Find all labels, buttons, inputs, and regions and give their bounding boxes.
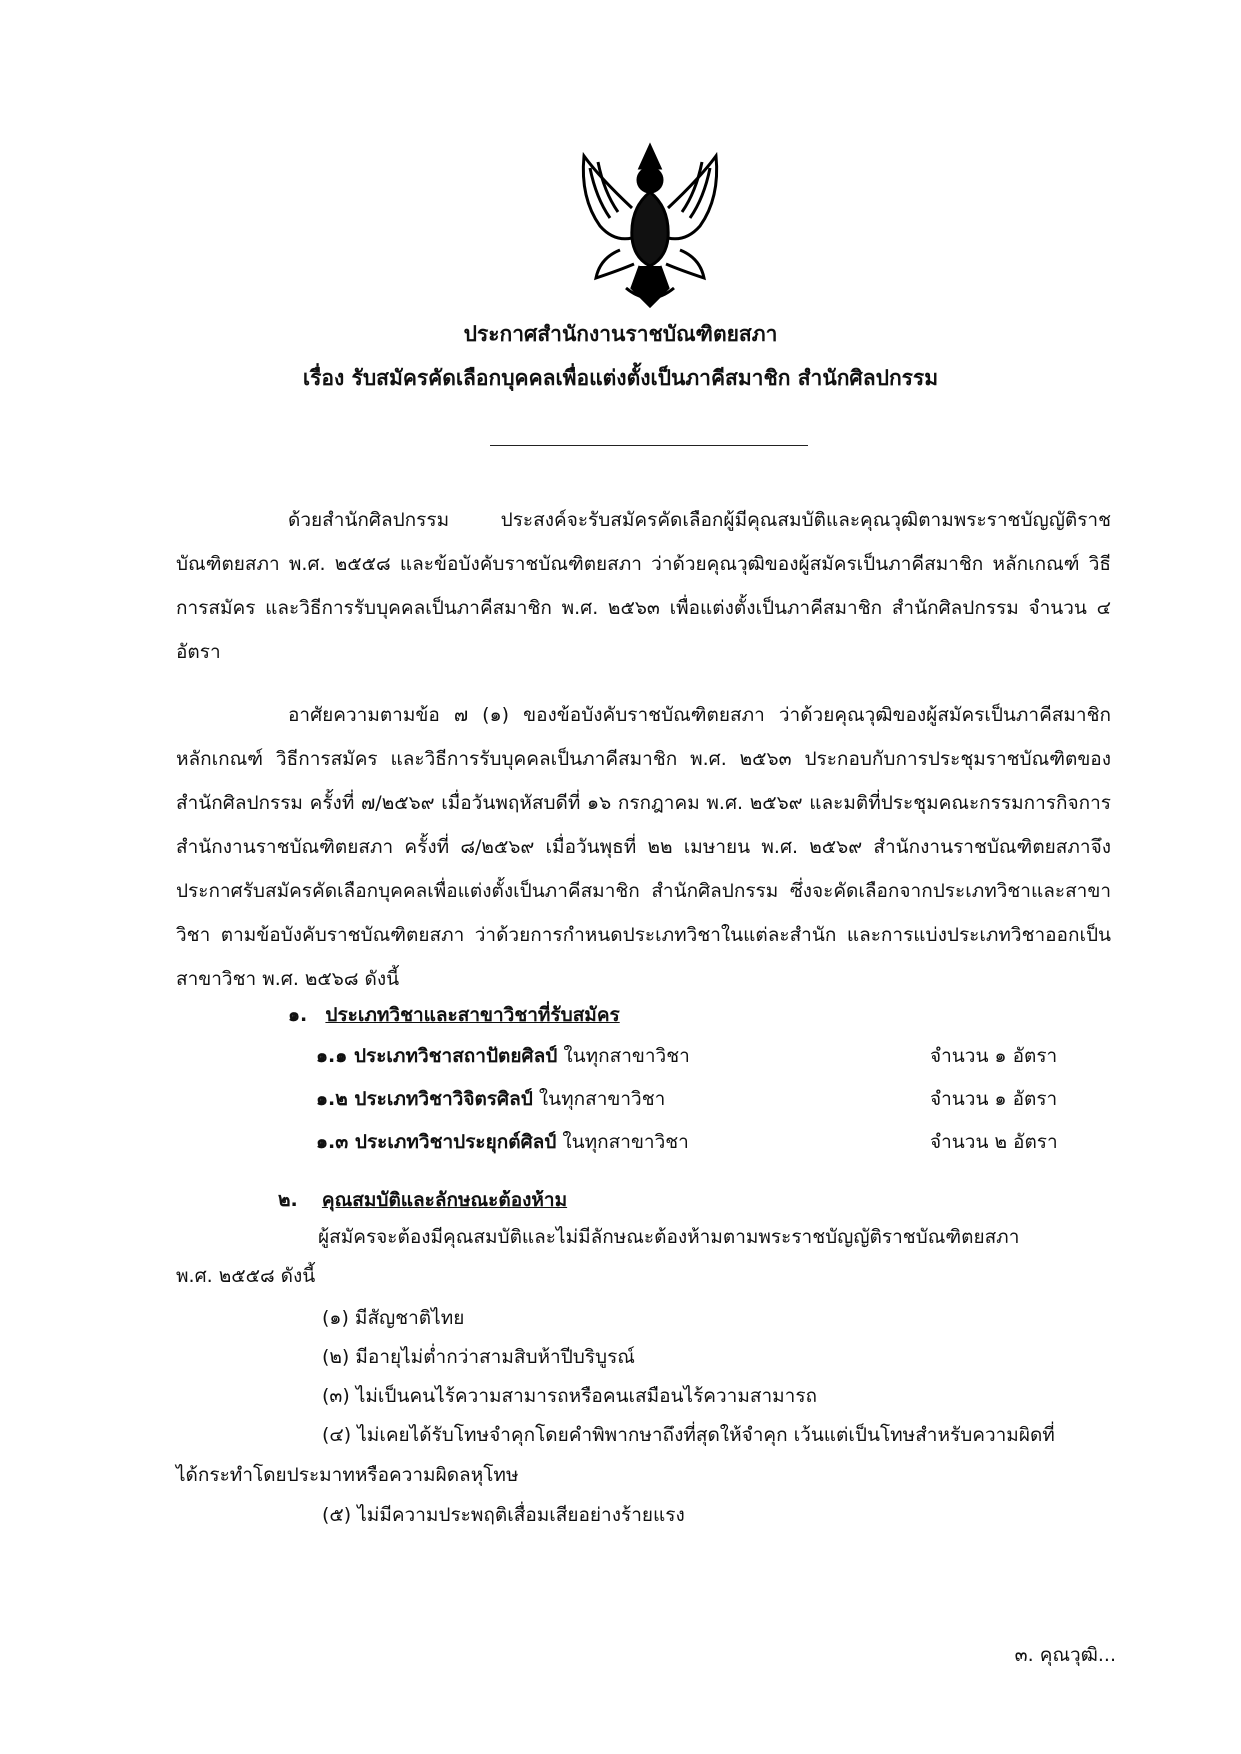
section2-number: ๒.	[278, 1189, 298, 1211]
qualification-item-cont: ได้กระทำโดยประมาทหรือความผิดลหุโทษ	[176, 1464, 519, 1486]
qualification-item: (๕) ไม่มีความประพฤติเสื่อมเสียอย่างร้ายแรง	[322, 1504, 685, 1526]
section1-number: ๑.	[288, 1004, 308, 1026]
garuda-emblem	[570, 138, 730, 310]
announcement-subject: เรื่อง รับสมัครคัดเลือกบุคคลเพื่อแต่งตั้งเป็นภาคีสมาชิก สำนักศิลปกรรม	[302, 366, 939, 390]
qualification-item: (๔) ไม่เคยได้รับโทษจำคุกโดยคำพิพากษาถึงที่สุดให้จำคุก เว้นแต่เป็นโทษสำหรับความผิดที่	[322, 1424, 1055, 1446]
announcement-title: ประกาศสำนักงานราชบัณฑิตยสภา	[463, 322, 778, 346]
section1-title: ประเภทวิชาและสาขาวิชาที่รับสมัคร	[325, 1004, 620, 1026]
page-continuation: ๓. คุณวุฒิ...	[1014, 1644, 1116, 1666]
section1-item-count: จำนวน ๒ อัตรา	[930, 1131, 1058, 1153]
qualification-item: (๑) มีสัญชาติไทย	[322, 1307, 465, 1329]
section2-title: คุณสมบัติและลักษณะต้องห้าม	[321, 1189, 568, 1211]
paragraph-authority: อาศัยความตามข้อ ๗ (๑) ของข้อบังคับราชบัณฑิตยสภา ว่าด้วยคุณวุฒิของผู้สมัครเป็นภาคีสมาชิก หลักเกณฑ์ วิธีการสมัคร และวิธีการรับบุคคลเป็นภาคีสมาชิก พ.ศ. ๒๕๖๓ ประกอบกับการประชุมราชบัณฑิตของสำนักศิลปกรรม ครั้งที่ ๗/๒๕๖๙ เมื่อวันพฤหัสบดีที่ ๑๖ กรกฎาคม พ.ศ. ๒๕๖๙ และมติที่ประชุมคณะกรรมการกิจการสำนักงานราชบัณฑิตยสภา ครั้งที่ ๘/๒๕๖๙ เมื่อวันพุธที่ ๒๒ เมษายน พ.ศ. ๒๕๖๙ สำนักงานราชบัณฑิตยสภาจึงประกาศรับสมัครคัดเลือกบุคคลเพื่อแต่งตั้งเป็นภาคีสมาชิก สำนักศิลปกรรม ซึ่งจะคัดเลือกจากประเภทวิชาและสาขาวิชา ตามข้อบังคับราชบัณฑิตยสภา ว่าด้วยการกำหนดประเภทวิชาในแต่ละสำนัก และการแบ่งประเภทวิชาออกเป็นสาขาวิชา พ.ศ. ๒๕๖๘ ดังนี้	[176, 704, 1111, 990]
paragraph-intro: ด้วยสำนักศิลปกรรม ประสงค์จะรับสมัครคัดเลือกผู้มีคุณสมบัติและคุณวุฒิตามพระราชบัญญัติราชบัณฑิตยสภา พ.ศ. ๒๕๕๘ และข้อบังคับราชบัณฑิตยสภา ว่าด้วยคุณวุฒิของผู้สมัครเป็นภาคีสมาชิก หลักเกณฑ์ วิธีการสมัคร และวิธีการรับบุคคลเป็นภาคีสมาชิก พ.ศ. ๒๕๖๓ เพื่อแต่งตั้งเป็นภาคีสมาชิก สำนักศิลปกรรม จำนวน ๔ อัตรา	[176, 509, 1111, 663]
section1-heading	[288, 1000, 620, 1030]
section2-intro: ผู้สมัครจะต้องมีคุณสมบัติและไม่มีลักษณะต้องห้ามตามพระราชบัญญัติราชบัณฑิตยสภา	[318, 1226, 1020, 1248]
qualification-item: (๓) ไม่เป็นคนไร้ความสามารถหรือคนเสมือนไร้ความสามารถ	[322, 1385, 818, 1407]
section1-item: ๑.๓ ประเภทวิชาประยุกต์ศิลป์ ในทุกสาขาวิชา	[316, 1131, 689, 1153]
qualification-item: (๒) มีอายุไม่ต่ำกว่าสามสิบห้าปีบริบูรณ์	[322, 1346, 635, 1368]
section1-item: ๑.๑ ประเภทวิชาสถาปัตยศิลป์ ในทุกสาขาวิชา	[316, 1045, 690, 1067]
section1-item-count: จำนวน ๑ อัตรา	[930, 1088, 1058, 1110]
section2-heading	[278, 1185, 567, 1215]
title-divider	[490, 445, 808, 446]
section2-intro-cont: พ.ศ. ๒๕๕๘ ดังนี้	[176, 1265, 316, 1287]
body-paragraphs	[176, 498, 1111, 1001]
section1-item-count: จำนวน ๑ อัตรา	[930, 1045, 1058, 1067]
section1-item: ๑.๒ ประเภทวิชาวิจิตรศิลป์ ในทุกสาขาวิชา	[316, 1088, 666, 1110]
